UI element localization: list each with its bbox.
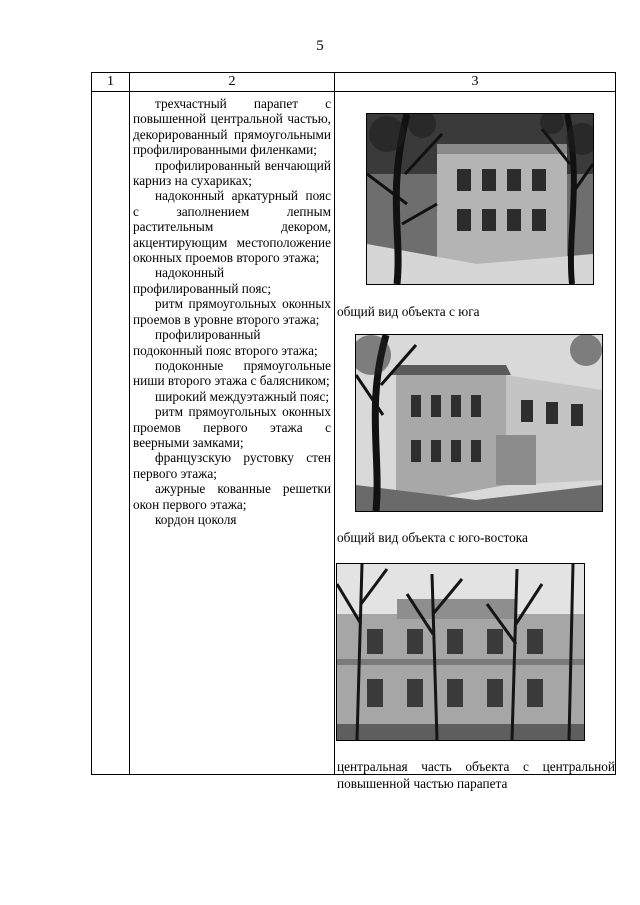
table-row — [92, 92, 616, 775]
feature-item: надоконный профилированный пояс; — [133, 265, 272, 296]
column-header-3: 3 — [335, 73, 616, 92]
photo-caption-south: общий вид объекта с юга — [337, 304, 480, 319]
row-index-cell — [92, 92, 130, 775]
photo-south-view — [366, 113, 594, 285]
photos-cell — [335, 92, 616, 791]
feature-item: профилированный венчающий карниз на сухариках; — [133, 157, 331, 189]
photo-central-part — [336, 563, 585, 741]
photo-caption-south-east: общий вид объекта с юго-востока — [337, 530, 528, 545]
monument-features-table — [91, 72, 616, 791]
feature-item: французскую рустовку стен первого этажа; — [133, 450, 331, 481]
feature-item: профилированный подоконный пояс второго этажа; — [133, 327, 318, 358]
feature-item: трехчастный парапет с повышенной центральной частью, декорированный прямоугольными профилированными филенками; — [133, 96, 331, 158]
features-cell — [130, 92, 335, 775]
table-header-row — [92, 73, 616, 92]
photo-caption-central: центральная часть объекта с центральной повышенной частью парапета — [337, 759, 615, 791]
column-header-1: 1 — [92, 73, 130, 92]
page-number: 5 — [316, 38, 324, 54]
feature-item: широкий междуэтажный пояс; — [155, 388, 330, 404]
feature-item: подоконные прямоугольные ниши второго этажа с балясником; — [133, 357, 331, 389]
feature-item: кордон цоколя — [155, 511, 237, 527]
feature-item: ритм прямоугольных оконных проемов первого этажа с веерными замками; — [133, 404, 331, 450]
feature-item: надоконный аркатурный пояс с заполнением лепным растительным декором, акцентирующим местоположение оконных проемов второго этажа; — [133, 188, 331, 266]
feature-item: ажурные кованные решетки окон первого этажа; — [133, 481, 331, 512]
column-header-2: 2 — [130, 73, 335, 92]
photo-south-east-view — [355, 334, 603, 512]
feature-item: ритм прямоугольных оконных проемов в уровне второго этажа; — [133, 296, 331, 327]
